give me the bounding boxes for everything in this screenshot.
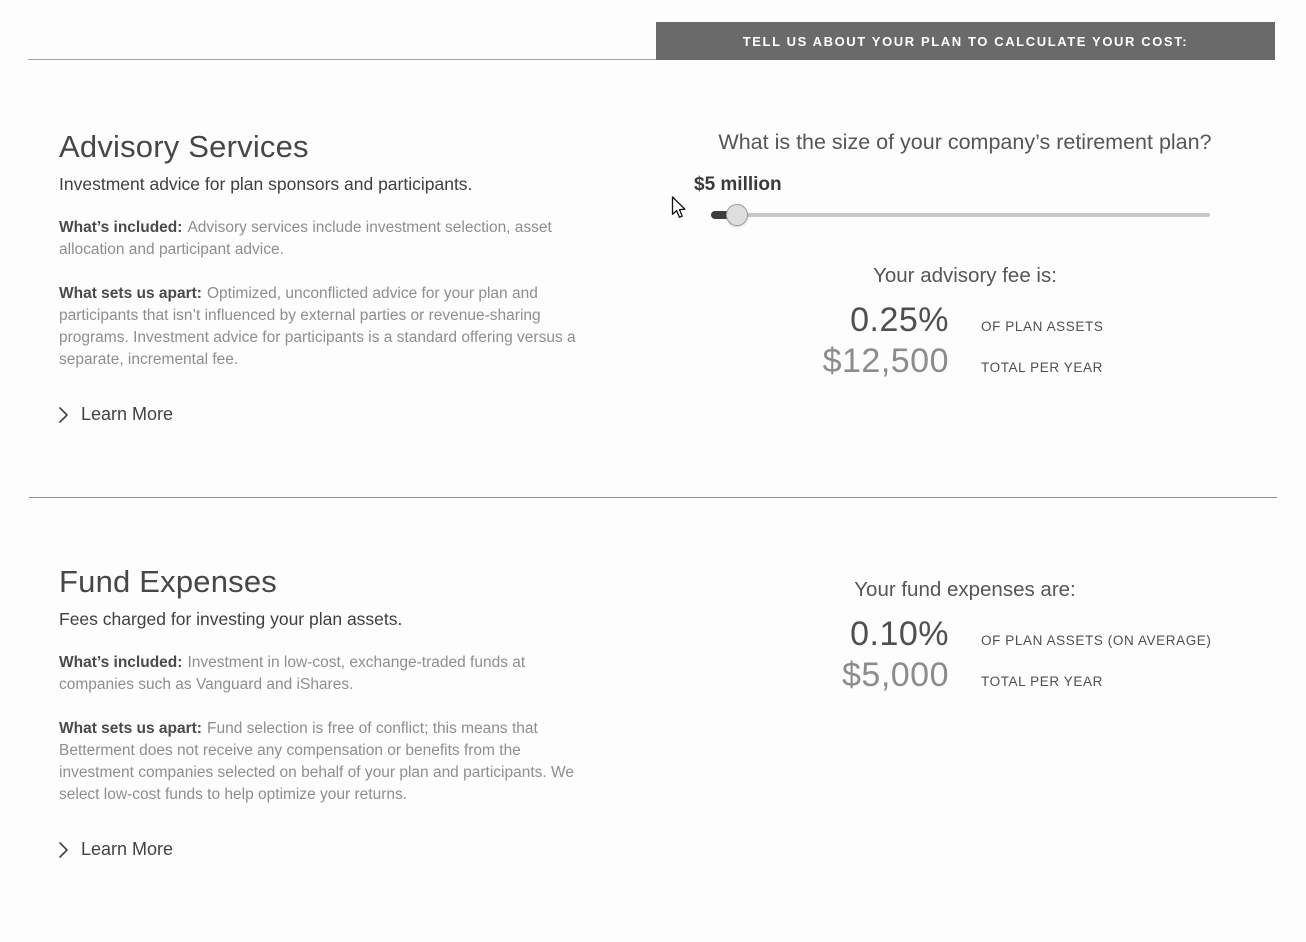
- whats-included-text: Investment in low-cost, exchange-traded funds at companies such as Vanguard and iShares.: [59, 654, 526, 694]
- top-bar: [0, 0, 1306, 60]
- advisory-whats-included: [59, 217, 584, 261]
- fund-whats-included: [59, 652, 584, 696]
- advisory-description-column: [59, 130, 584, 497]
- advisory-fee-total-label: TOTAL PER YEAR: [981, 359, 1103, 375]
- advisory-fee-percent: 0.25%: [850, 300, 949, 339]
- advisory-services-section: [0, 60, 1306, 497]
- fund-expenses-section: [0, 498, 1306, 860]
- learn-more-label: Learn More: [81, 404, 174, 425]
- slider-track[interactable]: [711, 213, 1210, 217]
- learn-more-label: Learn More: [81, 839, 174, 860]
- advisory-sets-apart: [59, 283, 584, 371]
- fund-expenses-heading: Your fund expenses are:: [854, 578, 1076, 601]
- advisory-fee-total: $12,500: [822, 341, 949, 380]
- fund-percent: 0.10%: [850, 615, 949, 653]
- fund-total-label: TOTAL PER YEAR: [981, 674, 1103, 689]
- fund-subtitle: Fees charged for investing your plan assets.: [59, 609, 403, 630]
- chevron-right-icon: [59, 407, 68, 423]
- whats-included-text: Advisory services include investment selection, asset allocation and participant advice.: [59, 219, 552, 259]
- advisory-title: Advisory Services: [59, 129, 309, 164]
- whats-included-label: What’s included:: [59, 219, 183, 237]
- fund-title: Fund Expenses: [59, 564, 278, 599]
- sets-apart-text: Fund selection is free of conflict; this means that Betterment does not receive any compensation or benefits from the investment companies selected on behalf of your plan and participants. We select low-cost funds to help optimize your returns.: [59, 720, 574, 804]
- fund-result-column: [655, 565, 1275, 860]
- plan-size-slider-block: [655, 174, 1275, 227]
- calculator-header-label: TELL US ABOUT YOUR PLAN TO CALCULATE YOUR COST:: [742, 33, 1189, 49]
- fund-total: $5,000: [842, 656, 949, 694]
- slider-thumb[interactable]: [726, 204, 748, 226]
- whats-included-label: What’s included:: [59, 654, 183, 672]
- advisory-learn-more-link[interactable]: [59, 404, 173, 425]
- advisory-subtitle: Investment advice for plan sponsors and participants.: [59, 174, 473, 195]
- plan-size-slider[interactable]: [711, 203, 1210, 227]
- fund-learn-more-link[interactable]: [59, 839, 173, 860]
- advisory-fee-percent-row: [655, 301, 1275, 340]
- advisory-fee-percent-label: OF PLAN ASSETS: [981, 318, 1104, 334]
- calculator-header-tab: [656, 22, 1275, 60]
- fund-description-column: [59, 565, 584, 860]
- fund-sets-apart: [59, 718, 584, 806]
- mouse-cursor-icon: [671, 196, 687, 225]
- fund-total-row: [655, 656, 1275, 695]
- sets-apart-text: Optimized, unconflicted advice for your plan and participants that isn’t influenced by external parties or revenue-sharing programs. Investment advice for participants is a standard offering versus a separate, incremental fee.: [59, 285, 576, 369]
- fund-percent-row: [655, 615, 1275, 654]
- chevron-right-icon: [59, 842, 68, 858]
- advisory-fee-heading: Your advisory fee is:: [873, 263, 1057, 287]
- sets-apart-label: What sets us apart:: [59, 285, 202, 303]
- plan-size-question: What is the size of your company’s retirement plan?: [718, 130, 1212, 154]
- header-divider-line: [28, 59, 656, 60]
- advisory-calculator-column: [655, 130, 1275, 497]
- plan-size-value: $5 million: [694, 173, 782, 195]
- sets-apart-label: What sets us apart:: [59, 720, 202, 738]
- fund-percent-label: OF PLAN ASSETS (ON AVERAGE): [981, 633, 1212, 648]
- advisory-fee-total-row: [655, 342, 1275, 381]
